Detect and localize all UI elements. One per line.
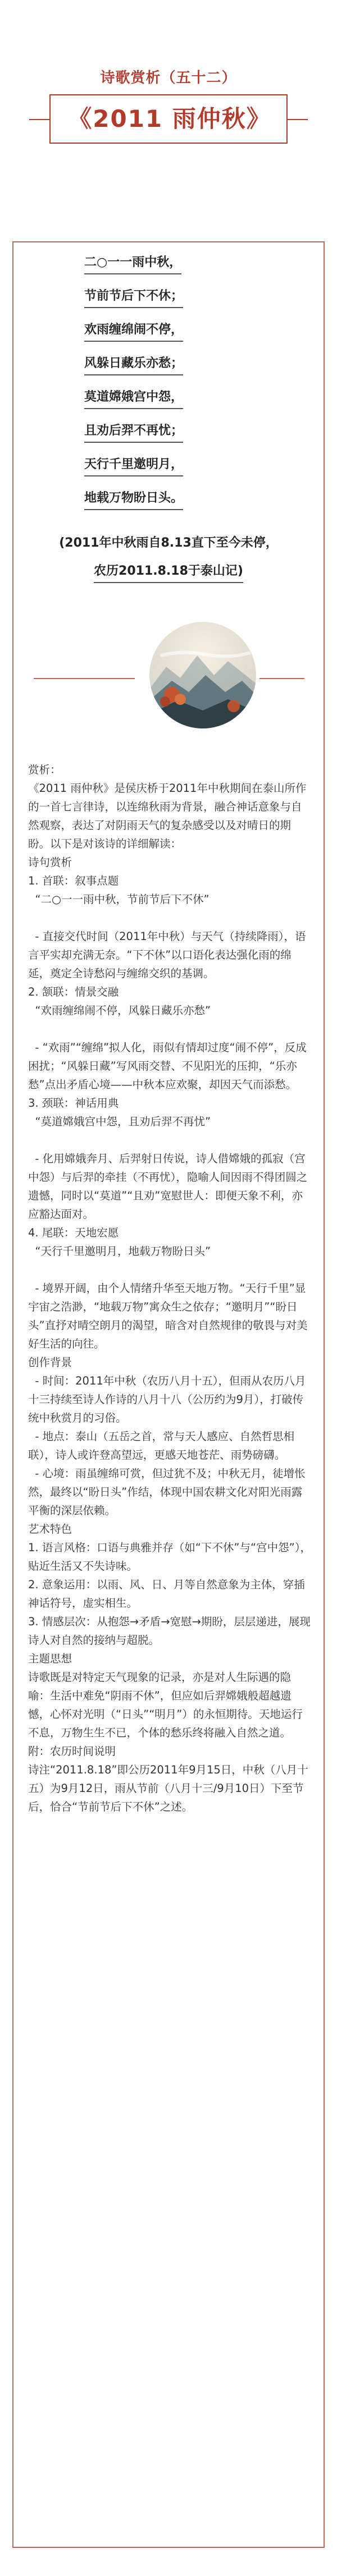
title-rule-left [29,119,49,120]
appreciation-paragraph: “莫道嫦娥宫中怨，且劝后羿不再忧” [28,1115,211,1128]
poem-note-line2-wrap [22,561,315,583]
poem-line: 风躲日藏乐亦愁； [84,354,183,375]
divider-rule-left [34,678,135,679]
title-banner [0,94,337,145]
poem-line: 且劝后羿不再忧； [84,421,183,443]
poem-line: 二○一一雨中秋， [84,253,181,274]
series-title: 诗歌赏析（五十二） [100,70,237,86]
paragraph-spacer [28,1261,311,1279]
appreciation-paragraph: “二○一一雨中秋，节前节后下不休” [28,893,210,906]
divider-rule-right [259,678,304,679]
appreciation-paragraph: 诗歌既是对特定天气现象的记录，亦是对人生际遇的隐喻：生活中难免“阴雨不休”，但应如后羿嫦娥般超越遗憾，心怀对光明（“日头”“明月”）的永恒期待。天地运行不息，万物生生不已，个体的愁乐终将融入自然之道。 [28,1671,303,1739]
poem-title: 《2011 雨仲秋》 [68,105,271,132]
poem-note-line1: (2011年中秋雨自8.13直下至今未停， [59,536,278,550]
appreciation-paragraph: - 化用嫦娥奔月、后羿射日传说，诗人借嫦娥的孤寂（宫中怨）与后羿的牵挂（不再忧），隐喻人间因雨不得团圆之遗憾，同时以“莫道”“且劝”宽慰世人：即便天象不利，亦应豁达面对。 [28,1152,308,1221]
poem-line: 天行千里邀明月， [84,455,183,476]
paragraph-spacer [28,1020,311,1038]
poem-line: 莫道嫦娥宫中怨， [84,387,183,409]
appreciation-paragraph: 赏析： [28,763,61,776]
appreciation-paragraph: 2. 意象运用：以雨、风、日、月等自然意象为主体，穿插神话符号，虚实相生。 [28,1578,305,1610]
paragraph-spacer [28,1131,311,1149]
appreciation-paragraph: “天行千里邀明月，地载万物盼日头” [28,1245,211,1258]
appreciation-paragraph: 创作背景 [28,1356,72,1369]
appreciation-paragraph: 1. 语言风格：口语与典雅并存（如“下不休”与“宫中怨”），贴近生活又不失诗味。 [28,1541,311,1573]
appreciation-paragraph: - “欢雨”“缠绵”拟人化，雨似有情却过度“闹不停”，反成困扰；“风躲日藏”写风雨交替、不见阳光的压抑，“乐亦愁”点出矛盾心境——中秋本应欢聚，却因天气而添愁。 [28,1041,307,1091]
appreciation-text [28,760,311,1816]
appreciation-paragraph: 3. 情感层次：从抱怨→矛盾→宽慰→期盼，层层递进，展现诗人对自然的接纳与超脱。 [28,1615,311,1647]
poem-line: 欢雨缠绵闹不停， [84,320,183,342]
appreciation-paragraph: 诗句赏析 [28,856,72,869]
appreciation-paragraph: - 心境：雨虽缠绵可赏，但过犹不及；中秋无月，徒增怅然，最终以“盼日头”作结，体现中国农耕文化对阳光雨露平衡的深层依赖。 [28,1467,306,1517]
title-rule-right [288,119,308,120]
appreciation-paragraph: 《2011 雨仲秋》是侯庆桥于2011年中秋期间在泰山所作的一首七言律诗，以连绵秋雨为背景，融合神话意象与自然观察，表达了对阴雨天气的复杂感受以及对晴日的期盼。以下是对该诗的详细解读： [28,782,307,850]
poem-note-line2: 农历2011.8.18于泰山记) [94,561,243,583]
poem-line: 地载万物盼日头。 [84,488,183,510]
appreciation-paragraph: 诗注“2011.8.18”即公历2011年9月15日，中秋（八月十五）为9月12日，雨从节前（八月十三/9月10日）下至节后，恰合“节前节后下不休”之述。 [28,1763,308,1813]
appreciation-paragraph: - 直接交代时间（2011年中秋）与天气（持续降雨），语言平实却充满无奈。“下不休”以口语化表达强化雨的绵延，奠定全诗愁闷与缠绵交织的基调。 [28,930,306,980]
paragraph-spacer [28,909,311,927]
appreciation-paragraph: 2. 颔联：情景交融 [28,986,119,998]
appreciation-paragraph: “欢雨缠绵闹不停，风躲日藏乐亦愁” [28,1004,211,1017]
appreciation-paragraph: - 时间：2011年中秋（农历八月十五），但雨从农历八月十三持续至诗人作诗的八月十八（公历约为9月），打破传统中秋赏月的习俗。 [28,1374,306,1424]
appreciation-paragraph: 主题思想 [28,1652,72,1665]
poem-line: 节前节后下不休； [84,286,183,308]
appreciation-paragraph: - 地点：泰山（五岳之首，常与天人感应、自然哲思相联），诗人或许登高望远，更感天地苍茫、雨势磅礴。 [28,1430,295,1461]
appreciation-paragraph: 4. 尾联：天地宏愿 [28,1226,119,1239]
appreciation-paragraph: 1. 首联：叙事点题 [28,874,119,887]
appreciation-paragraph: 艺术特色 [28,1523,72,1535]
appreciation-paragraph: - 境界开阔，由个人情绪升华至天地万物。“天行千里”显宇宙之浩渺，“地载万物”寓众生之依存；“邀明月”“盼日头”直抒对晴空朗月的渴望，暗含对自然规律的敬畏与对美好生活的向往。 [28,1282,308,1350]
appreciation-paragraph: 附：农历时间说明 [28,1745,116,1758]
title-box [49,94,288,144]
appreciation-paragraph: 3. 颈联：神话用典 [28,1097,119,1110]
decorative-divider [0,617,337,741]
landscape-painting-image [149,622,256,728]
